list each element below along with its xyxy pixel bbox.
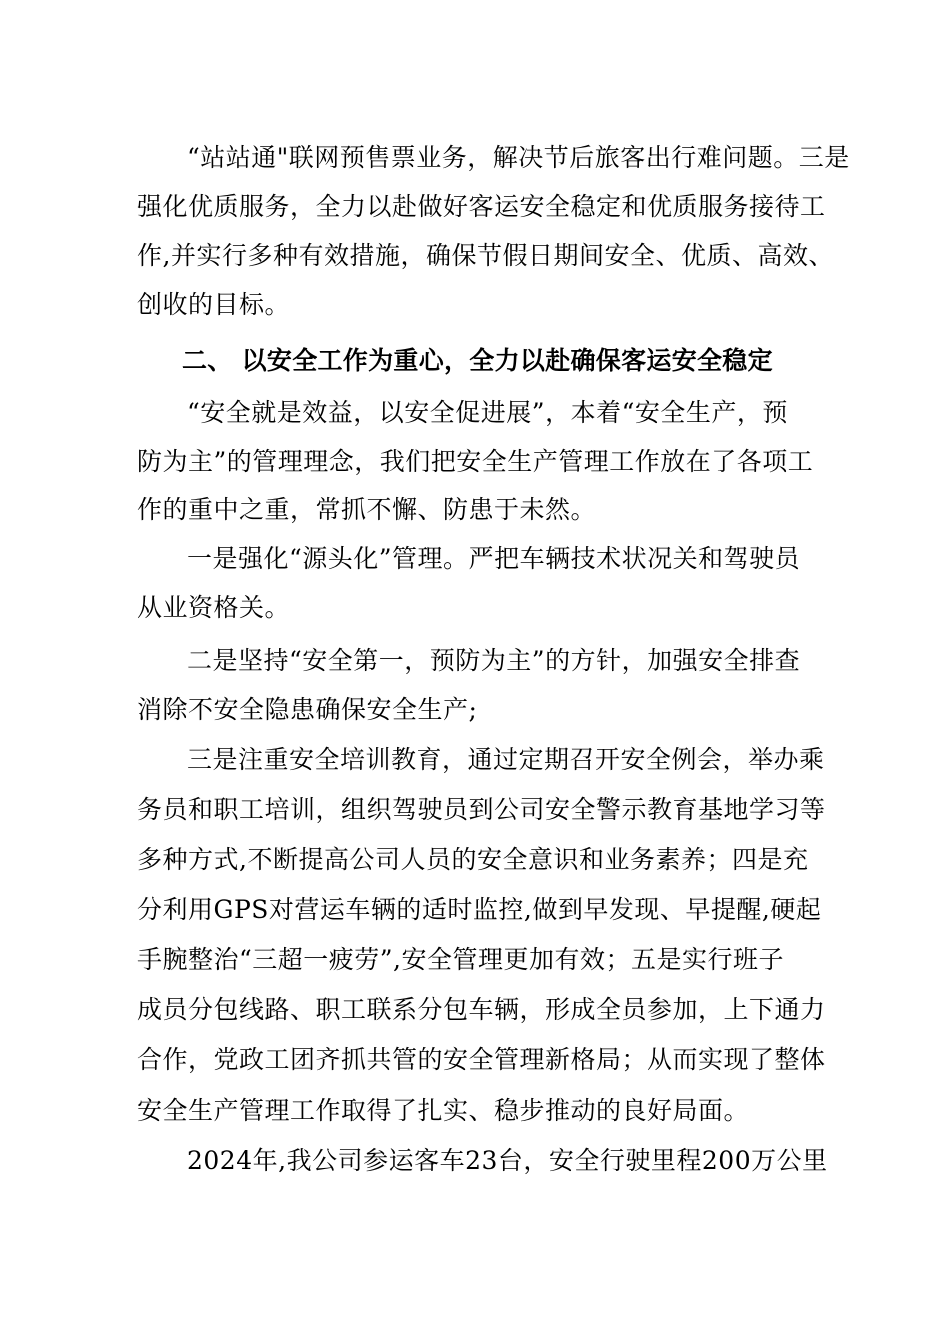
- paragraph-line: 作,并实行多种有效措施，确保节假日期间安全、优质、高效、: [137, 241, 834, 270]
- paragraph-line: 安全生产管理工作取得了扎实、稳步推动的良好局面。: [137, 1096, 750, 1125]
- section-heading: 二、 以安全工作为重心，全力以赴确保客运安全稳定: [182, 346, 773, 375]
- paragraph-line: 一是强化“源头化”管理。严把车辆技术状况关和驾驶员: [187, 544, 801, 573]
- paragraph-line: 消除不安全隐患确保安全生产;: [137, 695, 478, 724]
- paragraph-line: 手腕整治“三超一疲劳”,安全管理更加有效；五是实行班子: [137, 945, 785, 974]
- paragraph-line: 务员和职工培训，组织驾驶员到公司安全警示教育基地学习等: [137, 795, 826, 824]
- paragraph-line: 多种方式,不断提高公司人员的安全意识和业务素养；四是充: [137, 845, 809, 874]
- paragraph-line: 分利用GPS对营运车辆的适时监控,做到早发现、早提醒,硬起: [137, 895, 822, 924]
- paragraph-line: 作的重中之重，常抓不懈、防患于未然。: [137, 495, 597, 524]
- paragraph-line: 创收的目标。: [137, 290, 291, 319]
- paragraph-line: 2024年,我公司参运客车23台，安全行驶里程200万公里: [187, 1146, 828, 1175]
- paragraph-line: “站站通"联网预售票业务，解决节后旅客出行难问题。三是: [187, 143, 850, 172]
- paragraph-line: 从业资格关。: [137, 593, 291, 622]
- paragraph-line: 强化优质服务，全力以赴做好客运安全稳定和优质服务接待工: [137, 192, 826, 221]
- paragraph-line: 防为主”的管理理念，我们把安全生产管理工作放在了各项工: [137, 447, 814, 476]
- paragraph-line: 三是注重安全培训教育，通过定期召开安全例会，举办乘: [187, 745, 825, 774]
- paragraph-line: 二是坚持“安全第一，预防为主”的方针，加强安全排查: [187, 646, 801, 675]
- paragraph-line: 成员分包线路、职工联系分包车辆，形成全员参加，上下通力: [137, 995, 826, 1024]
- paragraph-line: 合作，党政工团齐抓共管的安全管理新格局；从而实现了整体: [137, 1045, 826, 1074]
- paragraph-line: “安全就是效益，以安全促进展”，本着“安全生产，预: [187, 398, 788, 427]
